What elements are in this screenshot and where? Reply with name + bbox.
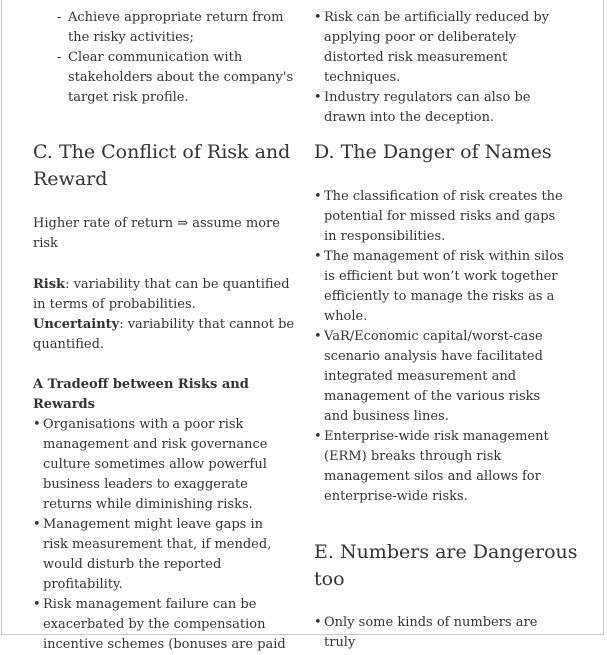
list-item: • Enterprise-wide risk management (ERM) breaks through risk management silos and allows for enterprise-wide risks.: [314, 427, 566, 507]
list-item: - Clear communication with stakeholders about the company's target risk profile.: [33, 48, 299, 108]
section-heading-d: D. The Danger of Names: [314, 141, 552, 163]
left-column: [33, 0, 299, 652]
uncertainty-def: : variability that cannot be quantified.: [33, 317, 295, 352]
risk-definition: [33, 275, 299, 315]
page-frame: [1, 0, 604, 652]
risk-term: Risk: [33, 277, 66, 292]
return-text: Higher rate of return ⇒ assume more risk: [33, 216, 280, 251]
list-item: • Risk can be artificially reduced by applying poor or deliberately distorted risk measurement techniques.: [314, 8, 564, 88]
tradeoff-list: [33, 415, 289, 655]
list-item: • The classification of risk creates the potential for missed risks and gaps in responsibilities.: [314, 187, 566, 247]
section-heading-c: C. The Conflict of Risk and Reward: [33, 141, 291, 190]
list-item: • Industry regulators can also be drawn into the deception.: [314, 88, 564, 128]
list-item: • Management might leave gaps in risk measurement that, if mended, would disturb the reported profitability.: [33, 515, 289, 595]
names-list: [314, 187, 566, 507]
right-column: [314, 0, 600, 650]
risk-def: : variability that can be quantified in terms of probabilities.: [33, 277, 290, 312]
list-item: • Only some kinds of numbers are truly: [314, 613, 566, 653]
list-item: • Organisations with a poor risk management and risk governance culture sometimes allow powerful business leaders to exaggerate returns while diminishing risks.: [33, 415, 289, 515]
list-item: • Risk management failure can be exacerbated by the compensation incentive schemes (bonuses are paid: [33, 595, 289, 655]
numbers-list: [314, 613, 566, 653]
right-top-list: [314, 8, 564, 128]
tradeoff-heading: A Tradeoff between Risks and Rewards: [33, 377, 249, 412]
uncertainty-definition: [33, 315, 299, 355]
list-item: • The management of risk within silos is efficient but won’t work together efficiently to manage the risks as a whole.: [314, 247, 566, 327]
uncertainty-term: Uncertainty: [33, 317, 120, 332]
section-heading-e: E. Numbers are Dangerous too: [314, 541, 578, 590]
list-item: - Achieve appropriate return from the risky activities;: [33, 8, 299, 48]
left-top-list: [33, 8, 299, 108]
list-item: • VaR/Economic capital/worst-case scenario analysis have facilitated integrated measurement and management of the various risks and business lines.: [314, 327, 566, 427]
